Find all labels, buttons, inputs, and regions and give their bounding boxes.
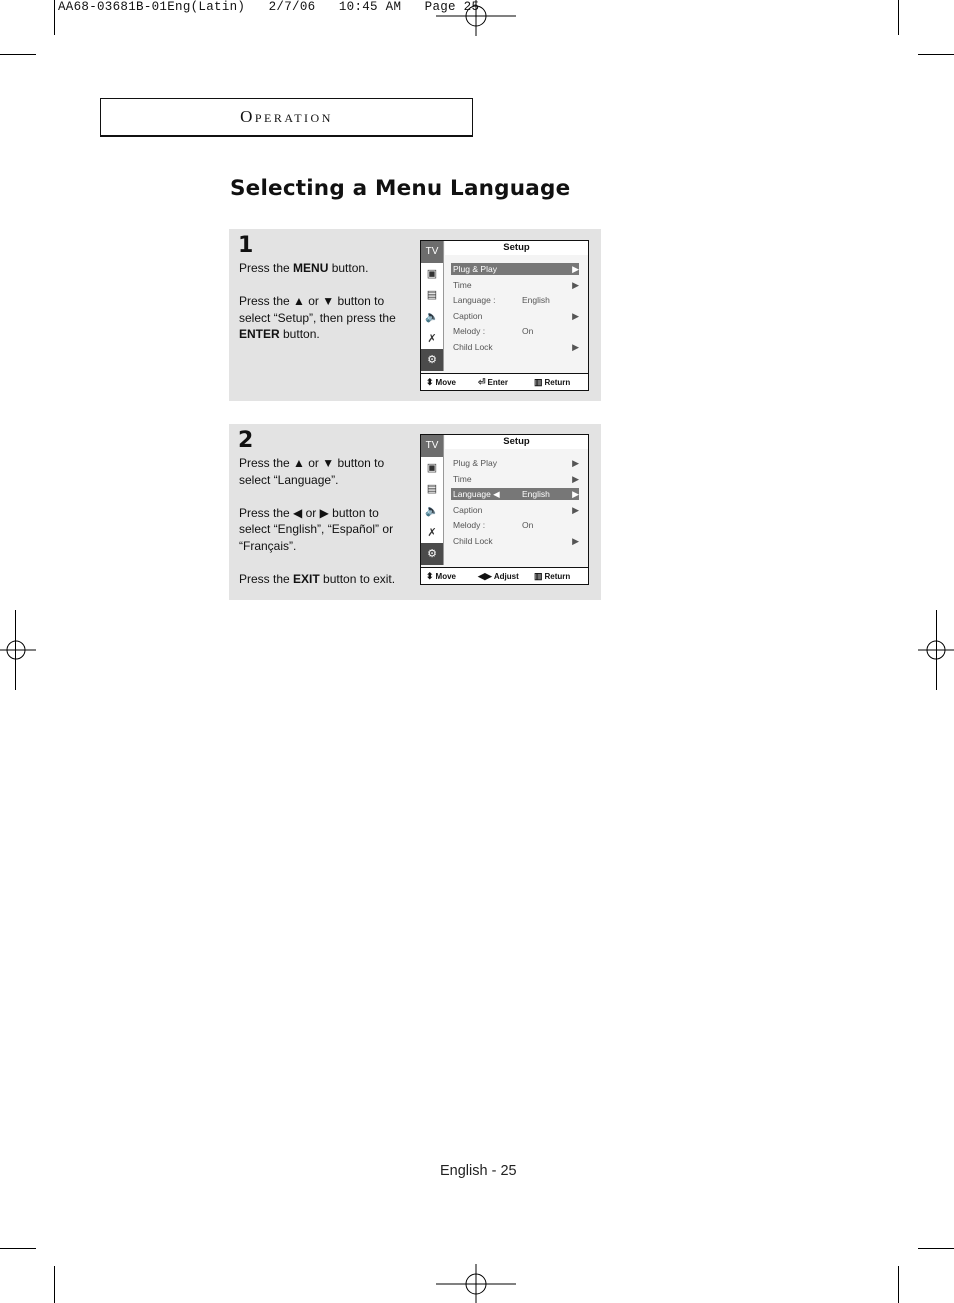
crop-mark — [918, 54, 954, 55]
osd-item-label: Plug & Play — [453, 458, 497, 468]
osd-menu-item — [451, 341, 579, 357]
osd-item-value: On — [522, 326, 534, 336]
osd-item-label: Time — [453, 279, 472, 290]
page-number: English - 25 — [440, 1163, 517, 1179]
osd-menu-item — [451, 535, 579, 551]
arrow-right-icon: ▶ — [572, 279, 579, 290]
return-icon: ▥ — [534, 377, 543, 387]
instruction-paragraph: Press the EXIT button to exit. — [239, 571, 396, 586]
arrow-right-icon: ▶ — [572, 458, 579, 468]
osd-menu-list — [451, 263, 579, 356]
setup-icon: ⚙ — [421, 543, 443, 565]
osd-footer-hint: ⏎ Enter — [478, 377, 508, 387]
tv-icon: TV — [421, 435, 443, 457]
antenna-icon: ✗ — [427, 332, 437, 345]
osd-item-label: Plug & Play — [453, 264, 497, 274]
adjust-icon: ◀▶ — [478, 571, 492, 581]
tv-icon: TV — [421, 241, 443, 263]
osd-item-label: Language ◀ — [453, 489, 500, 499]
picture-icon: ▣ — [426, 461, 438, 474]
section-header — [100, 98, 473, 137]
osd-footer-hint: ▥ Return — [534, 571, 571, 581]
page-title: Selecting a Menu Language — [230, 176, 571, 201]
osd-menu-item — [451, 473, 579, 489]
antenna-icon: ✗ — [427, 526, 437, 539]
osd-menu-item — [451, 279, 579, 295]
instruction-paragraph: Press the ◀ or ▶ button to select “English”, “Español” or “Français”. — [239, 505, 394, 553]
step-panel — [229, 424, 601, 600]
osd-footer-hint: ▥ Return — [534, 377, 571, 387]
osd-menu-item — [451, 488, 579, 500]
registration-mark-right — [918, 630, 954, 670]
osd-item-label: Caption — [453, 310, 483, 321]
osd-menu-item — [451, 519, 579, 535]
step-number: 1 — [238, 233, 254, 258]
crop-mark — [898, 0, 899, 35]
instruction-paragraph: Press the MENU button. — [239, 261, 369, 275]
osd-menu-list — [451, 457, 579, 550]
osd-screen — [420, 240, 589, 391]
osd-menu-item — [451, 457, 579, 473]
enter-icon: ⏎ — [478, 377, 486, 387]
channel-icon: ▤ — [426, 483, 438, 496]
sound-icon: 🔈 — [425, 311, 439, 324]
crop-mark — [898, 1266, 899, 1303]
osd-item-label: Melody : — [453, 326, 486, 336]
crop-mark — [0, 54, 36, 55]
registration-mark-bottom — [436, 1264, 516, 1303]
osd-item-label: Caption — [453, 504, 483, 515]
arrow-right-icon: ▶ — [572, 535, 579, 546]
osd-title: Setup — [445, 241, 588, 255]
section-label: Operation — [240, 107, 333, 126]
setup-icon: ⚙ — [421, 349, 443, 371]
step-panel — [229, 229, 601, 401]
osd-icon-column — [421, 241, 444, 371]
instruction-paragraph: Press the ▲ or ▼ button to select “Language”. — [239, 456, 385, 487]
osd-menu-item — [451, 263, 579, 275]
instruction-paragraph: Press the ▲ or ▼ button to select “Setup”, then press the ENTER button. — [239, 294, 396, 341]
arrow-right-icon: ▶ — [572, 310, 579, 321]
osd-menu-item — [451, 294, 579, 310]
print-slug: AA68-03681B-01Eng(Latin) 2/7/06 10:45 AM Page 25 — [58, 0, 480, 14]
osd-icon-column — [421, 435, 444, 565]
osd-item-value: English — [522, 295, 550, 305]
crop-mark — [54, 1266, 55, 1303]
osd-footer-hint: ⬍ Move — [426, 571, 456, 581]
crop-mark — [918, 1248, 954, 1249]
sound-icon: 🔈 — [425, 505, 439, 518]
step-number: 2 — [238, 428, 254, 453]
channel-icon: ▤ — [426, 289, 438, 302]
osd-footer — [421, 567, 588, 584]
osd-footer-hint: ◀▶ Adjust — [478, 571, 519, 581]
step-instructions — [239, 455, 411, 604]
osd-item-value: English — [522, 489, 550, 499]
osd-footer-hint: ⬍ Move — [426, 377, 456, 387]
arrow-right-icon: ▶ — [572, 264, 579, 274]
arrow-right-icon: ▶ — [572, 341, 579, 352]
arrow-right-icon: ▶ — [572, 473, 579, 484]
picture-icon: ▣ — [426, 267, 438, 280]
arrow-right-icon: ▶ — [572, 489, 579, 499]
osd-item-value: On — [522, 520, 534, 530]
move-icon: ⬍ — [426, 377, 434, 387]
return-icon: ▥ — [534, 571, 543, 581]
crop-mark — [0, 1248, 36, 1249]
osd-title: Setup — [445, 435, 588, 449]
arrow-right-icon: ▶ — [572, 504, 579, 515]
registration-mark-left — [0, 630, 36, 670]
step-instructions — [239, 260, 411, 359]
osd-screen — [420, 434, 589, 585]
osd-item-label: Melody : — [453, 520, 486, 530]
osd-item-label: Time — [453, 473, 472, 484]
osd-menu-item — [451, 325, 579, 341]
crop-mark — [54, 0, 55, 35]
osd-item-label: Child Lock — [453, 535, 493, 546]
osd-menu-item — [451, 310, 579, 326]
osd-item-label: Language : — [453, 295, 496, 305]
osd-item-label: Child Lock — [453, 341, 493, 352]
osd-footer — [421, 373, 588, 390]
move-icon: ⬍ — [426, 571, 434, 581]
osd-menu-item — [451, 504, 579, 520]
